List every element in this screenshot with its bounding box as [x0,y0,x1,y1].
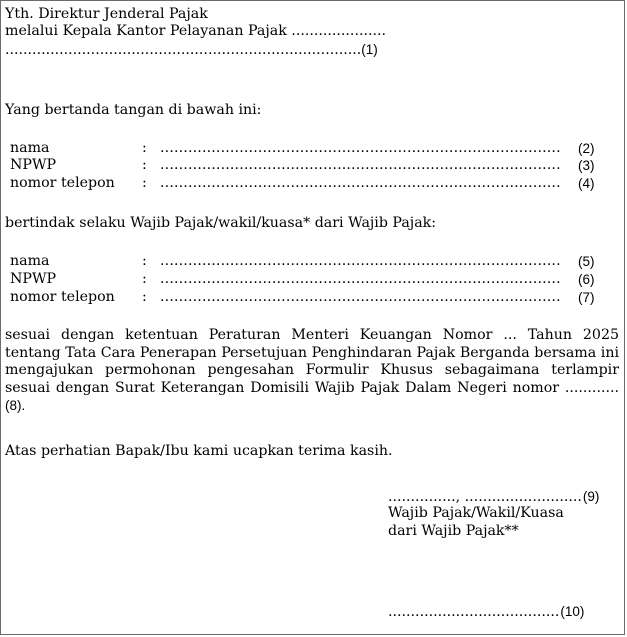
field-number-9: (9) [582,489,600,504]
field-dots: ...................................................................................... [160,289,561,305]
field-number: (3) [578,158,595,173]
field-number: (5) [578,254,595,269]
field-dots: ...................................................................................... [160,253,561,269]
field-colon: : [142,157,147,173]
addressee-line-2: melalui Kepala Kantor Pelayanan Pajak ..................... [5,23,387,39]
body-text: sesuai dengan ketentuan Peraturan Menteri Keuangan Nomor ... Tahun 2025 tentang Tata Cara Penerapan Persetujuan Penghindaran Pajak Berganda bersama ini mengajukan permohonan pengesahan Formulir Khusus sebagaimana terlampir sesuai dengan Surat Keterangan Domisili Wajib Pajak Dalam Negeri nomor ............ [5,327,619,396]
field-colon: : [142,140,147,156]
field-number: (6) [578,272,595,287]
body-paragraph [5,327,619,416]
field-number: (2) [578,141,595,156]
field-number-8: (8). [5,398,26,414]
field-label: nama [10,140,50,156]
field-colon: : [142,175,147,191]
field-number: (4) [578,176,595,191]
addressee-line-3 [5,41,378,59]
taxpayer-phone-row [1,289,624,306]
taxpayer-name-row [1,253,624,270]
field-dots: ...................................................................................... [160,140,561,156]
field-label: nomor telepon [10,289,115,305]
field-dots: ...................................................................................... [160,271,561,287]
field-colon: : [142,271,147,287]
field-number-10: (10) [560,604,585,619]
closing-text: Atas perhatian Bapak/Ibu kami ucapkan terima kasih. [5,443,393,459]
place-date-line [388,488,599,506]
field-dots: ...................................................................................... [160,157,561,173]
signer-phone-row [1,175,624,192]
field-label: NPWP [10,157,57,173]
addressee-dots: ............................................................................... [5,42,362,58]
intro-text: Yang bertanda tangan di bawah ini: [5,102,262,118]
field-label: NPWP [10,271,57,287]
signer-name-line [388,603,584,621]
signer-role-line-1: Wajib Pajak/Wakil/Kuasa [388,505,564,521]
signer-npwp-row [1,157,624,174]
addressee-line-1: Yth. Direktur Jenderal Pajak [5,6,208,22]
field-colon: : [142,253,147,269]
field-number-1: (1) [361,42,378,57]
place-date-dots: ..............., .......................... [388,489,582,505]
field-label: nomor telepon [10,175,115,191]
acting-as-text: bertindak selaku Wajib Pajak/wakil/kuasa* dari Wajib Pajak: [5,215,437,231]
field-dots: ...................................................................................... [160,175,561,191]
signer-name-row [1,140,624,157]
signer-role-line-2: dari Wajib Pajak** [388,523,519,539]
field-colon: : [142,289,147,305]
field-label: nama [10,253,50,269]
field-number: (7) [578,290,595,305]
signer-name-dots: ...................................... [388,604,560,620]
taxpayer-npwp-row [1,271,624,288]
